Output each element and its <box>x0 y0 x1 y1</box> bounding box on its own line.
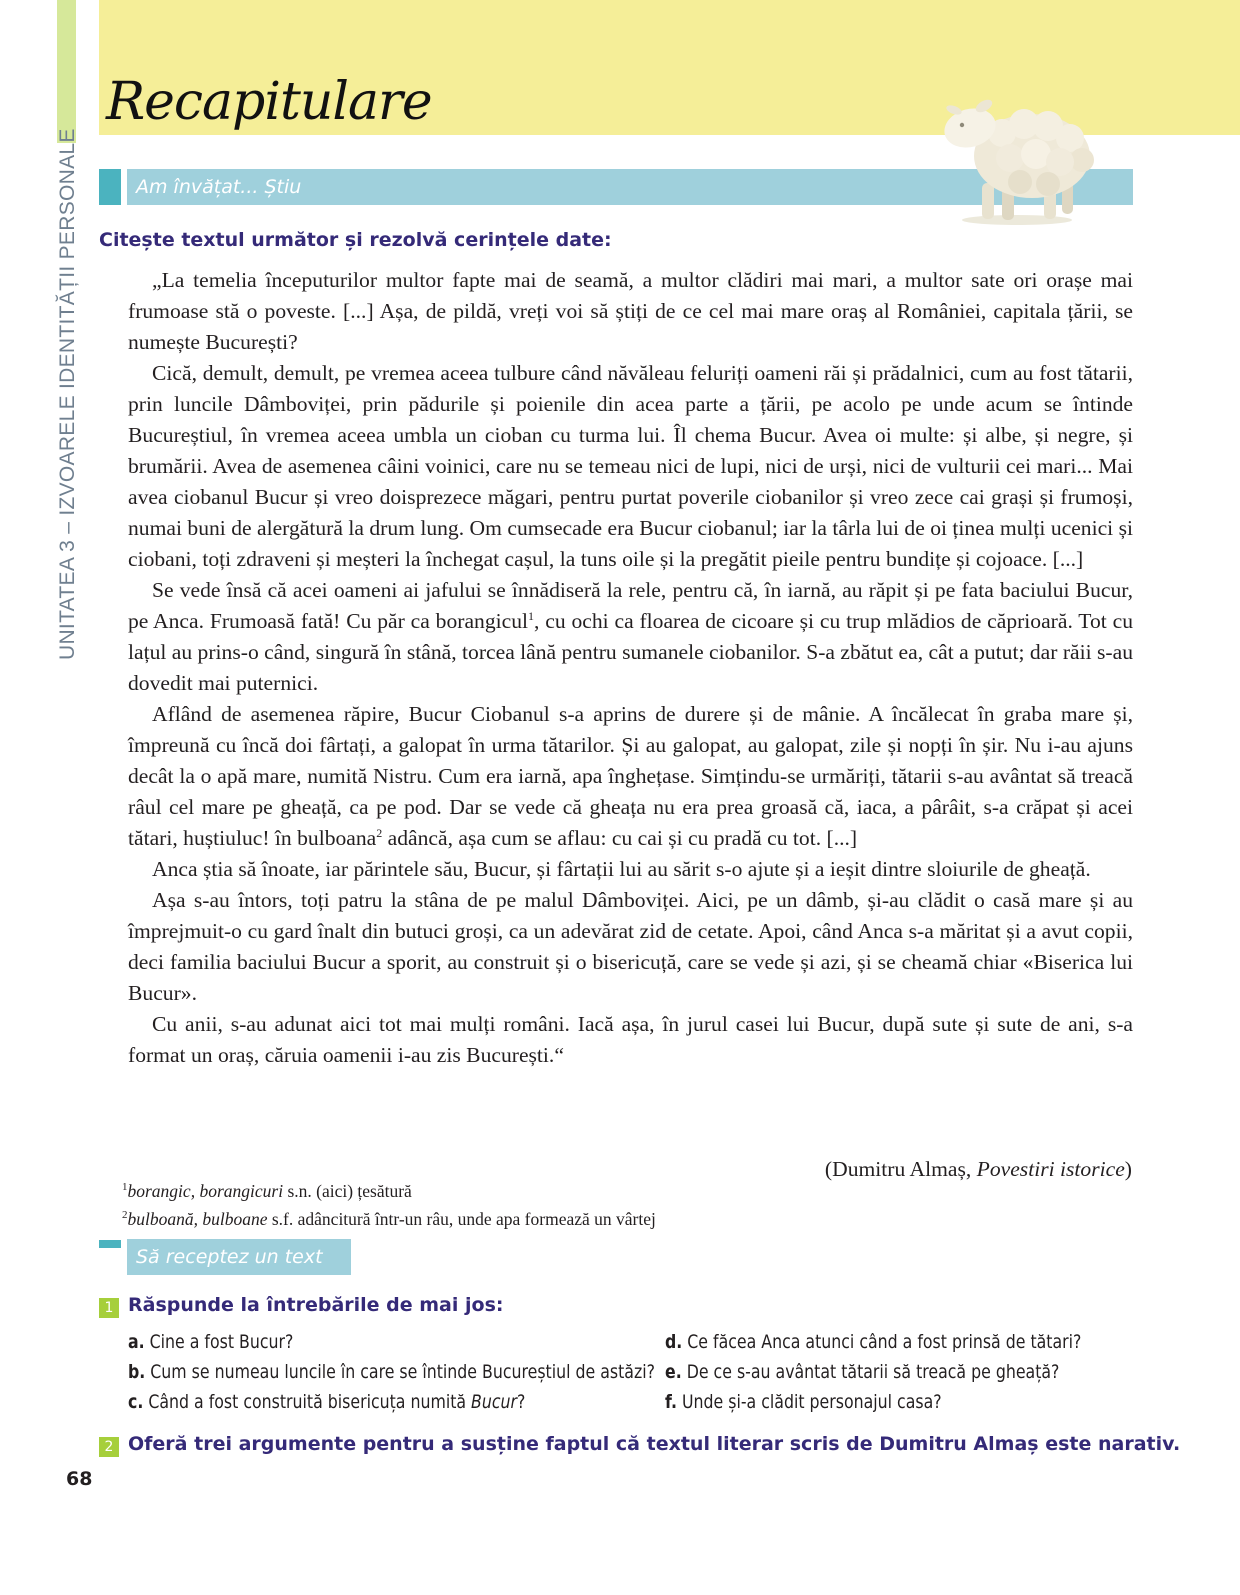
page-title: Recapitulare <box>106 72 432 132</box>
subquestion-e <box>665 1361 1059 1383</box>
story-paragraph: Cu anii, s-au adunat aici tot mai mulți români. Iacă așa, în jurul casei lui Bucur, după sute și sute de ani, s-a format un oraș, căruia oamenii i-au zis București.“ <box>128 1012 1133 1067</box>
question-number-badge: 2 <box>99 1437 119 1457</box>
subquestion-f <box>665 1391 942 1413</box>
story-paragraph: Așa s-au întors, toți patru la stâna de pe malul Dâmboviței. Aici, pe un dâmb, și-au clădit o casă mare și au împrejmuit-o cu gard înalt din butuci groși, ca un adevărat zid de cetate. Apoi, când Anca s-a măritat și a avut copii, deci familia baciului Bucur a sporit, au construit și o bisericuță, care se vede și azi, și se cheamă chiar «Biserica lui Bucur». <box>128 888 1133 1005</box>
subquestion-letter: b. <box>128 1361 146 1383</box>
reading-instruction: Citește textul următor și rezolvă cerințele date: <box>99 229 612 251</box>
story-text <box>128 265 1133 1071</box>
story-text-fragment: adâncă, așa cum se aflau: cu cai și cu pradă cu tot. [...] <box>382 826 858 850</box>
footnote-number: 2 <box>122 1208 128 1221</box>
subquestion-text: De ce s-au avântat tătarii să treacă pe gheață? <box>681 1361 1060 1383</box>
source-prefix: (Dumitru Almaș, <box>824 1157 977 1181</box>
subquestion-d <box>665 1331 1081 1353</box>
question-1-text: Răspunde la întrebările de mai jos: <box>128 1294 504 1316</box>
story-paragraph <box>128 699 1133 854</box>
subquestion-letter: f. <box>665 1391 677 1413</box>
source-citation <box>825 1157 1132 1182</box>
question-2-text: Oferă trei argumente pentru a susține faptul că textul literar scris de Dumitru Almaș este narativ. <box>128 1433 1181 1455</box>
story-text-fragment: Se vede însă că acei oameni ai jafului se înnădiseră la rele, pentru că, în iarnă, au răpit și pe fata baciului Bucur, pe Anca. Frumoasă fată! Cu păr ca borangicul <box>128 578 1133 633</box>
section-marker <box>99 1240 121 1248</box>
story-text-fragment: , cu ochi ca floarea de cicoare și cu trup mlădios de căprioară. Tot cu lațul au prins-o când, singură în stână, torcea lână pentru sumanele ciobanilor. S-a zbătut ea, cât a putut; dar răii s-au dovedit mai puternici. <box>128 609 1133 695</box>
subquestion-c <box>128 1391 525 1413</box>
subquestion-text: Cine a fost Bucur? <box>144 1331 294 1353</box>
page-number: 68 <box>66 1468 93 1490</box>
subquestion-text: Unde și-a clădit personajul casa? <box>676 1391 942 1413</box>
section-label-receive-text: Să receptez un text <box>136 1246 323 1268</box>
subquestion-text: Când a fost construită bisericuța numită <box>143 1391 472 1413</box>
subquestion-b <box>128 1361 655 1383</box>
footnote-ref: 2 <box>376 825 383 840</box>
unit-label: UNITATEA 3 – IZVOARELE IDENTITĂȚII PERSONALE <box>56 128 79 660</box>
footnote-definition: s.n. (aici) țesătură <box>283 1180 412 1201</box>
footnote-number: 1 <box>122 1181 128 1193</box>
footnote-term: bulboană, bulboane <box>127 1208 268 1229</box>
subquestion-italic: Bucur <box>471 1391 518 1413</box>
subquestion-text: Cum se numeau luncile în care se întinde Bucureștiul de astăzi? <box>145 1361 655 1383</box>
source-suffix: ) <box>1124 1157 1132 1181</box>
side-accent-strip <box>57 0 76 143</box>
story-paragraph: „La temelia începuturilor multor fapte mai de seamă, a multor clădiri mai mari, a multor sate ori orașe mai frumoase stă o poveste. [...] Așa, de pildă, vreți voi să știți de ce cel mai mare oraș al României, capitala țării, se numește București? <box>128 268 1133 354</box>
footnote-definition: s.f. adâncitură într-un râu, unde apa formează un vârtej <box>267 1208 656 1229</box>
story-paragraph: Cică, demult, demult, pe vremea aceea tulbure când năvăleau feluriți oameni răi și prădalnici, cum au fost tătarii, prin luncile Dâmboviței, prin pădurile și poienile din acea parte a țării, pe acolo pe unde acum se întinde Bucureștiul, în vremea aceea umbla un cioban cu turma lui. Îl chema Bucur. Avea oi multe: și albe, și negre, și brumării. Avea de asemenea câini voinici, care nu se temeau nici de lupi, nici de urși, nici de vulturii cei mari... Mai avea ciobanul Bucur și vreo doisprezece măgari, pentru purtat poverile ciobanilor și vreo zece cai grași și frumoși, numai buni de alergătură la drum lung. Om cumsecade era Bucur ciobanul; iar la târla lui de oi ținea mulți ucenici și ciobani, toți zdraveni și meșteri la închegat cașul, la tuns oile și la pregătit pieile pentru bundițe și cojoace. [...] <box>128 361 1133 571</box>
subquestion-letter: e. <box>665 1361 682 1383</box>
subquestion-letter: a. <box>128 1331 145 1353</box>
subquestion-letter: c. <box>128 1391 144 1413</box>
story-paragraph <box>128 575 1133 699</box>
story-text-fragment: Aflând de asemenea răpire, Bucur Ciobanul s-a aprins de durere și de mânie. A încălecat în graba mare și, împreună cu încă doi fârtați, a galopat în urma tătarilor. Și au galopat, au galopat, zile și nopți în șir. Nu i-au ajuns decât la o apă mare, numită Nistru. Cum era iarnă, apa înghețase. Simțindu-se urmăriți, tătarii s-au avântat să treacă râul cel mare pe gheață, ca pe pod. Dar se vede că gheața nu era prea groasă că, iaca, a pârâit, s-a crăpat și acei tătari, huștiuluc! în bulboana <box>128 702 1133 850</box>
footnote <box>122 1203 656 1231</box>
subquestion-end: ? <box>517 1391 526 1413</box>
question-number-badge: 1 <box>99 1298 119 1318</box>
section-label-learned: Am învățat... Știu <box>136 176 302 198</box>
footnotes <box>122 1175 656 1231</box>
subquestion-a <box>128 1331 293 1353</box>
footnote-ref: 1 <box>528 608 535 623</box>
footnote <box>122 1175 656 1203</box>
sheep-figurine-image <box>932 88 1097 228</box>
source-book-title: Povestiri istorice <box>976 1157 1125 1181</box>
story-paragraph: Anca știa să înoate, iar părintele său, Bucur, și fârtații lui au sărit s-o ajute și a ieșit dintre sloiurile de gheață. <box>152 857 1091 881</box>
section-marker <box>99 169 121 205</box>
footnote-term: borangic, borangicuri <box>127 1180 284 1201</box>
subquestion-text: Ce făcea Anca atunci când a fost prinsă de tătari? <box>682 1331 1082 1353</box>
subquestion-letter: d. <box>665 1331 683 1353</box>
